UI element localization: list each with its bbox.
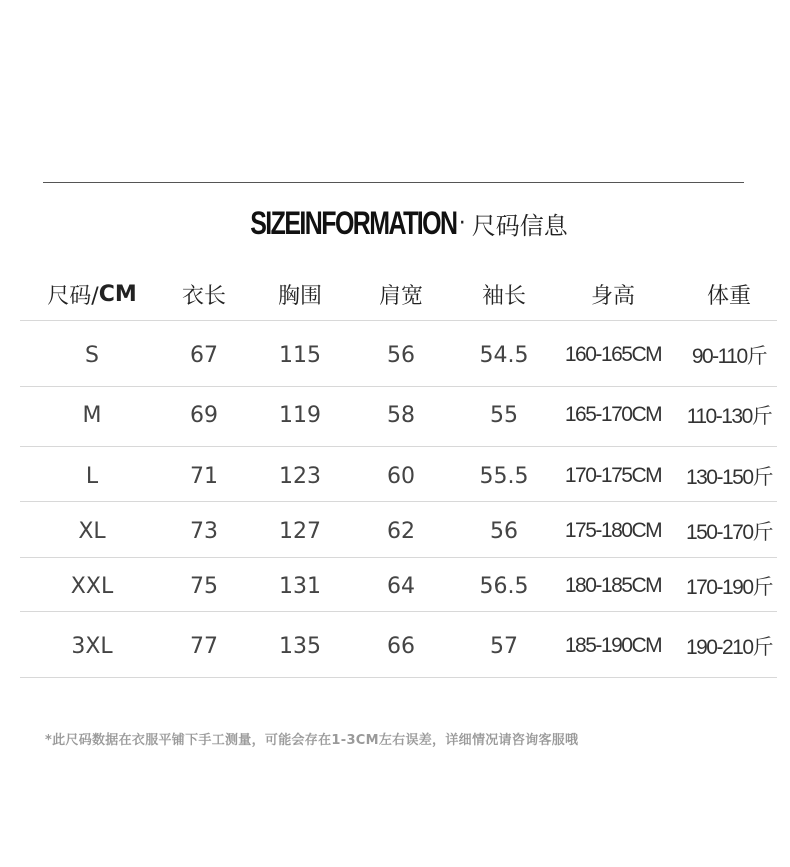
cell-height: 180-185CM <box>564 574 662 597</box>
table-row <box>20 557 777 615</box>
cell-shoulder: 58 <box>387 402 415 428</box>
cell-shoulder: 60 <box>387 463 415 489</box>
cell-height: 170-175CM <box>564 464 662 487</box>
cell-height: 185-190CM <box>564 634 662 657</box>
header-chest: 胸围 <box>277 283 322 309</box>
cell-length: 73 <box>190 518 218 544</box>
cell-sleeve: 56.5 <box>479 573 529 599</box>
table-row <box>20 501 777 561</box>
header-unit-label: CM <box>98 281 137 307</box>
cell-weight: 170-190斤 <box>685 576 773 599</box>
cell-size: M <box>82 402 102 428</box>
cell-height: 160-165CM <box>564 343 662 366</box>
header-sleeve: 袖长 <box>481 283 526 309</box>
cell-length: 69 <box>190 402 218 428</box>
cell-weight: 190-210斤 <box>685 636 773 659</box>
cell-weight: 110-130斤 <box>686 405 772 428</box>
cell-sleeve: 56 <box>490 518 518 544</box>
row-divider <box>20 611 777 612</box>
cell-length: 75 <box>190 573 218 599</box>
cell-shoulder: 62 <box>387 518 415 544</box>
cell-sleeve: 55.5 <box>479 463 529 489</box>
cell-shoulder: 56 <box>387 342 415 368</box>
cell-size: XXL <box>70 573 114 599</box>
cell-chest: 119 <box>279 402 321 428</box>
cell-chest: 135 <box>279 633 321 659</box>
cell-shoulder: 66 <box>387 633 415 659</box>
cell-weight: 150-170斤 <box>685 521 773 544</box>
header-shoulder: 肩宽 <box>378 283 423 309</box>
header-length: 衣长 <box>181 283 226 309</box>
cell-height: 175-180CM <box>564 519 662 542</box>
header-size-label: 尺码/ <box>47 283 99 309</box>
measurement-footnote: *此尺码数据在衣服平铺下手工测量，可能会存在1-3CM左右误差，详细情况请咨询客服哦 <box>45 733 579 748</box>
cell-chest: 127 <box>279 518 321 544</box>
table-row <box>20 446 777 506</box>
row-divider <box>20 677 777 678</box>
header-weight: 体重 <box>706 283 751 309</box>
cell-sleeve: 57 <box>490 633 518 659</box>
cell-chest: 115 <box>279 342 321 368</box>
header-height: 身高 <box>590 283 635 309</box>
title-english: SIZEINFORMATION <box>250 204 457 241</box>
title-chinese: 尺码信息 <box>471 211 568 240</box>
cell-size: L <box>85 463 99 489</box>
cell-weight: 130-150斤 <box>685 466 773 489</box>
cell-length: 67 <box>190 342 218 368</box>
cell-length: 77 <box>190 633 218 659</box>
cell-chest: 123 <box>279 463 321 489</box>
cell-size: 3XL <box>71 633 113 659</box>
table-header-row <box>20 272 777 316</box>
table-row <box>20 613 777 679</box>
cell-shoulder: 64 <box>387 573 415 599</box>
cell-sleeve: 55 <box>490 402 518 428</box>
cell-length: 71 <box>190 463 218 489</box>
table-row <box>20 386 777 444</box>
cell-weight: 90-110斤 <box>691 345 767 368</box>
table-row <box>20 325 777 385</box>
cell-sleeve: 54.5 <box>479 342 529 368</box>
row-divider <box>20 320 777 321</box>
header-size-cm <box>42 272 142 316</box>
cell-height: 165-170CM <box>564 403 662 426</box>
cell-chest: 131 <box>279 573 321 599</box>
cell-size: S <box>85 342 99 368</box>
cell-size: XL <box>78 518 106 544</box>
title-separator: · <box>458 210 466 236</box>
